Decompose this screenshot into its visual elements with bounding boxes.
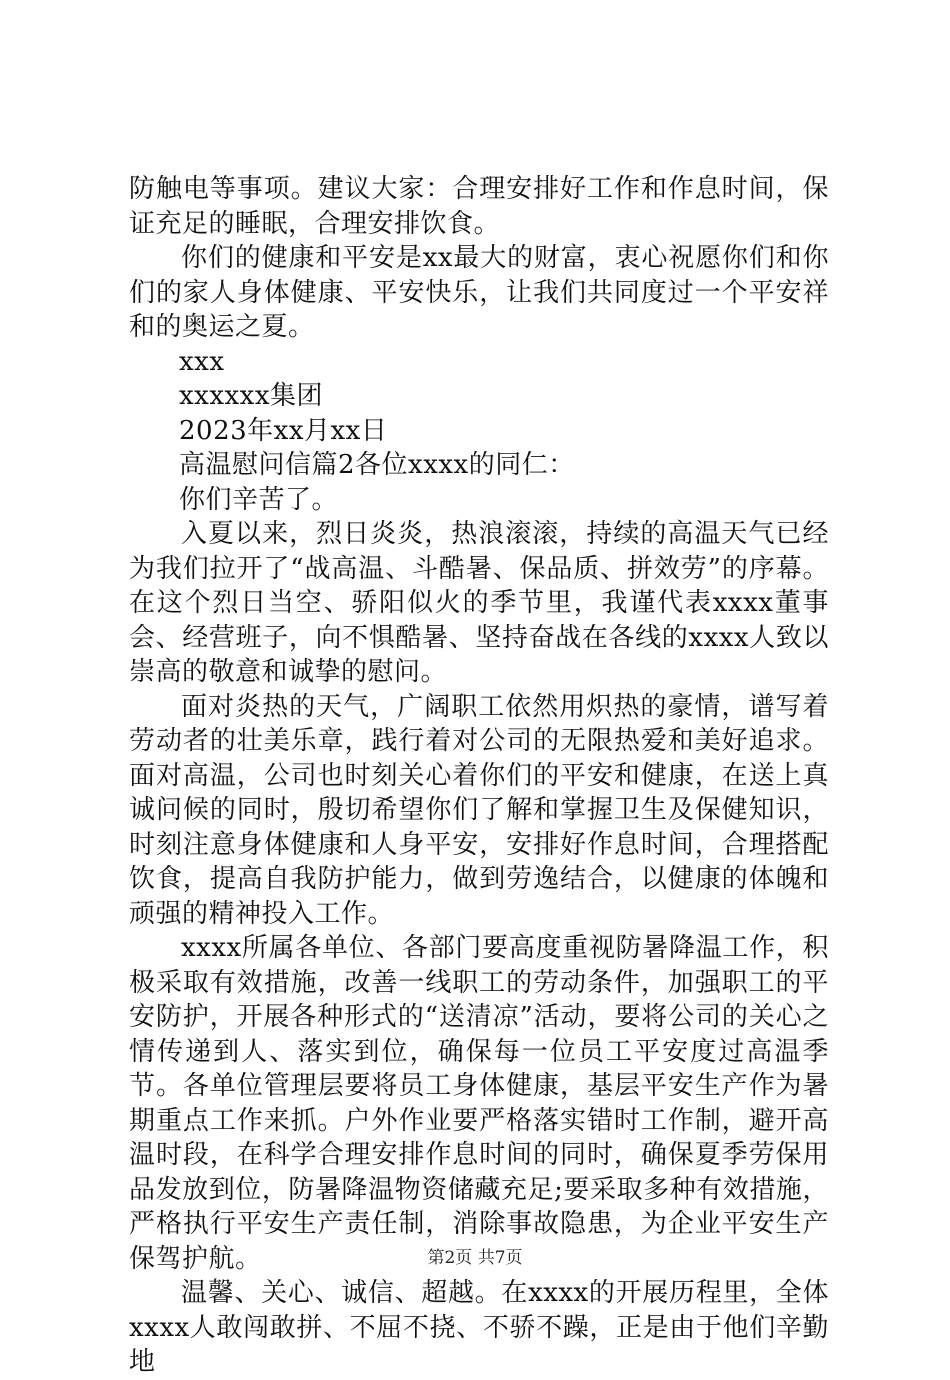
- letter2-heading: 高温慰问信篇2各位xxxx的同仁：: [179, 450, 575, 480]
- signature-date: 2023年xx月xx日: [179, 415, 388, 446]
- signature-company: xxxxxx集团: [179, 381, 323, 411]
- page-footer: 第2页 共7页: [427, 1248, 523, 1268]
- signature-name: xxx: [179, 346, 225, 377]
- letter2-paragraph-3: xxxx所属各单位、各部门要高度重视防暑降温工作，积极采取有效措施，改善一线职工的劳动条件，加强职工的平安防护，开展各种形式的“送清凉”活动，要将公司的关心之情传递到人、落实到位，确保每一位员工平安度过高温季节。各单位管理层要将员工身体健康，基层平安生产作为暑期重点工作来抓。户外作业要严格落实错时工作制，避开高温时段，在科学合理安排作息时间的同时，确保夏季劳保用品发放到位，防暑降温物资储藏充足;要采取多种有效措施，严格执行平安生产责任制，消除事故隐患，为企业平安生产保驾护航。: [129, 933, 829, 1274]
- letter2-paragraph-4: 温馨、关心、诚信、超越。在xxxx的开展历程里，全体xxxx人敢闯敢拼、不屈不挠、不骄不躁，正是由于他们辛勤地: [129, 1278, 829, 1377]
- letter2-paragraph-2: 面对炎热的天气，广阔职工依然用炽热的豪情，谱写着劳动者的壮美乐章，践行着对公司的无限热爱和美好追求。面对高温，公司也时刻关心着你们的平安和健康，在送上真诚问候的同时，殷切希望你们了解和掌握卫生及保健知识，时刻注意身体健康和人身平安，安排好作息时间，合理搭配饮食，提高自我防护能力，做到劳逸结合，以健康的体魄和顽强的精神投入工作。: [129, 691, 829, 929]
- letter2-greeting: 你们辛苦了。: [179, 484, 339, 515]
- paragraph-continued: 防触电等事项。建议大家：合理安排好工作和作息时间，保证充足的睡眠，合理安排饮食。: [129, 174, 829, 239]
- paragraph-wishes: 你们的健康和平安是xx最大的财富，衷心祝愿你们和你们的家人身体健康、平安快乐，让我们共同度过一个平安祥和的奥运之夏。: [129, 243, 829, 342]
- document-body: [129, 172, 829, 1380]
- letter2-paragraph-1: 入夏以来，烈日炎炎，热浪滚滚，持续的高温天气已经为我们拉开了“战高温、斗酷暑、保品质、拼效劳”的序幕。在这个烈日当空、骄阳似火的季节里，我谨代表xxxx董事会、经营班子，向不惧酷暑、坚持奋战在各线的xxxx人致以崇高的敬意和诚挚的慰问。: [129, 519, 829, 687]
